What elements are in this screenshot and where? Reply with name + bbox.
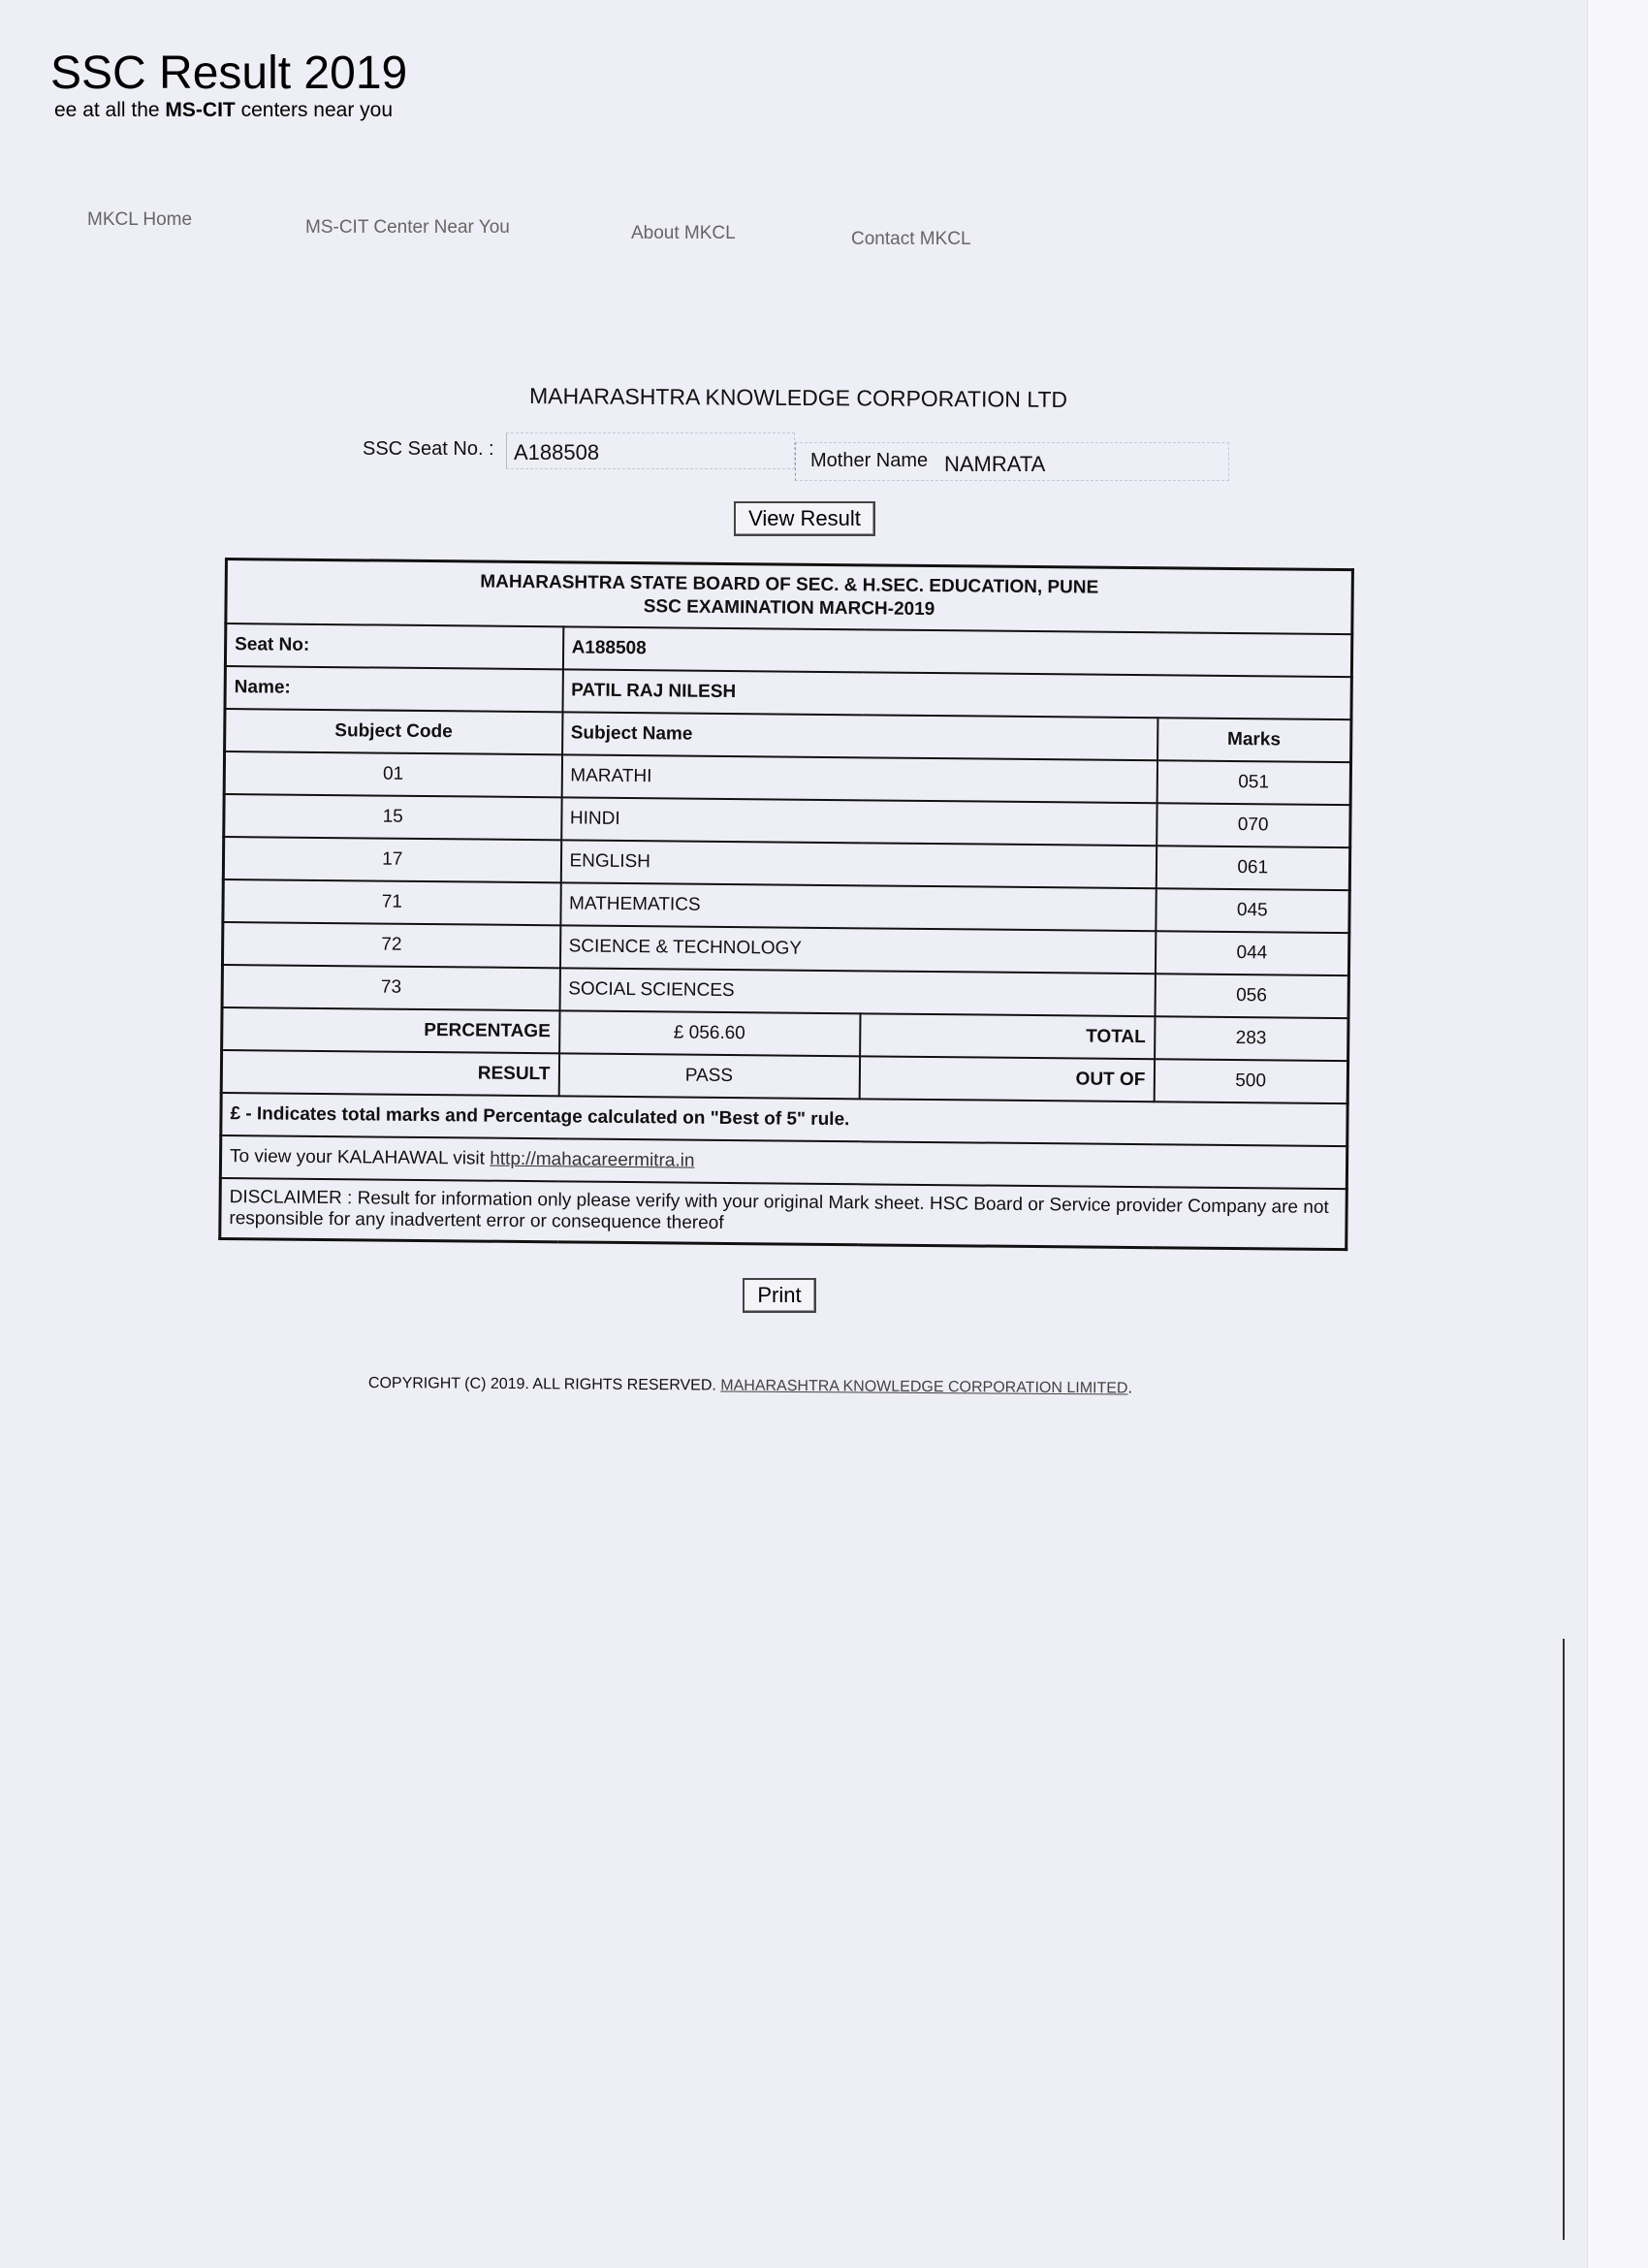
col-subject-code: Subject Code [225, 709, 562, 754]
out-of-value: 500 [1154, 1059, 1347, 1103]
board-header [226, 559, 1353, 635]
subject-code: 73 [222, 965, 559, 1010]
seat-value-cell: A188508 [562, 626, 1351, 677]
subject-marks: 051 [1157, 760, 1350, 805]
print-button[interactable]: Print [743, 1278, 816, 1313]
subject-name: SOCIAL SCIENCES [559, 968, 1155, 1016]
copyright-text: COPYRIGHT (C) 2019. ALL RIGHTS RESERVED. [367, 1375, 721, 1394]
subject-name: MATHEMATICS [560, 882, 1156, 931]
nav-about-mkcl[interactable]: About MKCL [631, 223, 736, 243]
subject-marks: 056 [1155, 974, 1348, 1018]
nav-mscit-center[interactable]: MS-CIT Center Near You [305, 217, 510, 238]
subject-name: HINDI [561, 797, 1157, 846]
subject-name: SCIENCE & TECHNOLOGY [559, 925, 1155, 974]
kalahawal-text: To view your KALAHAWAL visit [229, 1146, 491, 1169]
paper-edge [1587, 0, 1648, 2268]
page-title: SSC Result 2019 [50, 48, 408, 99]
col-subject-name: Subject Name [562, 712, 1157, 760]
subtitle-brand: MS-CIT [165, 99, 236, 121]
subject-marks: 070 [1157, 803, 1350, 847]
subject-code: 15 [224, 794, 561, 840]
seat-label-cell: Seat No: [225, 623, 562, 669]
corp-link[interactable]: MAHARASHTRA KNOWLEDGE CORPORATION LIMITED [720, 1377, 1128, 1397]
subject-code: 01 [224, 751, 561, 797]
subject-code: 17 [223, 837, 560, 882]
footer-copyright [368, 1375, 1132, 1398]
col-marks: Marks [1157, 718, 1351, 762]
exam-name: SSC EXAMINATION MARCH-2019 [643, 596, 935, 621]
nav-contact-mkcl[interactable]: Contact MKCL [851, 229, 971, 249]
kalahawal-link[interactable]: http://mahacareermitra.in [490, 1148, 695, 1171]
best-of-five-note: £ - Indicates total marks and Percentage calculated on "Best of 5" rule. [221, 1093, 1347, 1146]
result-value: PASS [558, 1053, 859, 1099]
page-subtitle [54, 99, 393, 122]
name-value-cell: PATIL RAJ NILESH [562, 669, 1351, 719]
org-title: MAHARASHTRA KNOWLEDGE CORPORATION LTD [528, 383, 1068, 412]
subject-marks: 061 [1156, 846, 1349, 890]
subject-marks: 045 [1156, 888, 1349, 933]
subtitle-suffix: centers near you [235, 99, 394, 121]
result-table [218, 558, 1354, 1251]
result-label: RESULT [221, 1050, 558, 1096]
total-value: 283 [1155, 1016, 1348, 1061]
seat-no-label: SSC Seat No. : [363, 438, 494, 460]
disclaimer: DISCLAIMER : Result for information only please verify with your original Mark sheet. HSC Board or Service provider Company are not responsible for any inadvertent error or consequence thereof [220, 1178, 1347, 1250]
result-card [218, 558, 1351, 1251]
percentage-value: £ 056.60 [559, 1010, 860, 1056]
nav-mkcl-home[interactable]: MKCL Home [87, 209, 193, 230]
mother-name-label: Mother Name [810, 450, 929, 471]
out-of-label: OUT OF [859, 1056, 1154, 1102]
subject-code: 71 [223, 879, 560, 925]
seat-no-value: A188508 [514, 440, 600, 464]
subject-name: MARATHI [561, 754, 1157, 803]
scan-edge-line [1563, 1639, 1565, 2240]
footer-period: . [1127, 1380, 1133, 1397]
percentage-label: PERCENTAGE [222, 1007, 559, 1053]
mother-name-value: NAMRATA [944, 452, 1046, 476]
subject-marks: 044 [1155, 931, 1348, 975]
total-label: TOTAL [860, 1013, 1155, 1059]
view-result-button[interactable]: View Result [734, 501, 875, 536]
subject-name: ENGLISH [560, 840, 1156, 888]
subject-code: 72 [222, 922, 559, 968]
name-label-cell: Name: [225, 666, 562, 712]
board-name: MAHARASHTRA STATE BOARD OF SEC. & H.SEC. EDUCATION, PUNE [480, 571, 1099, 598]
subtitle-prefix: ee at all the [54, 99, 166, 121]
